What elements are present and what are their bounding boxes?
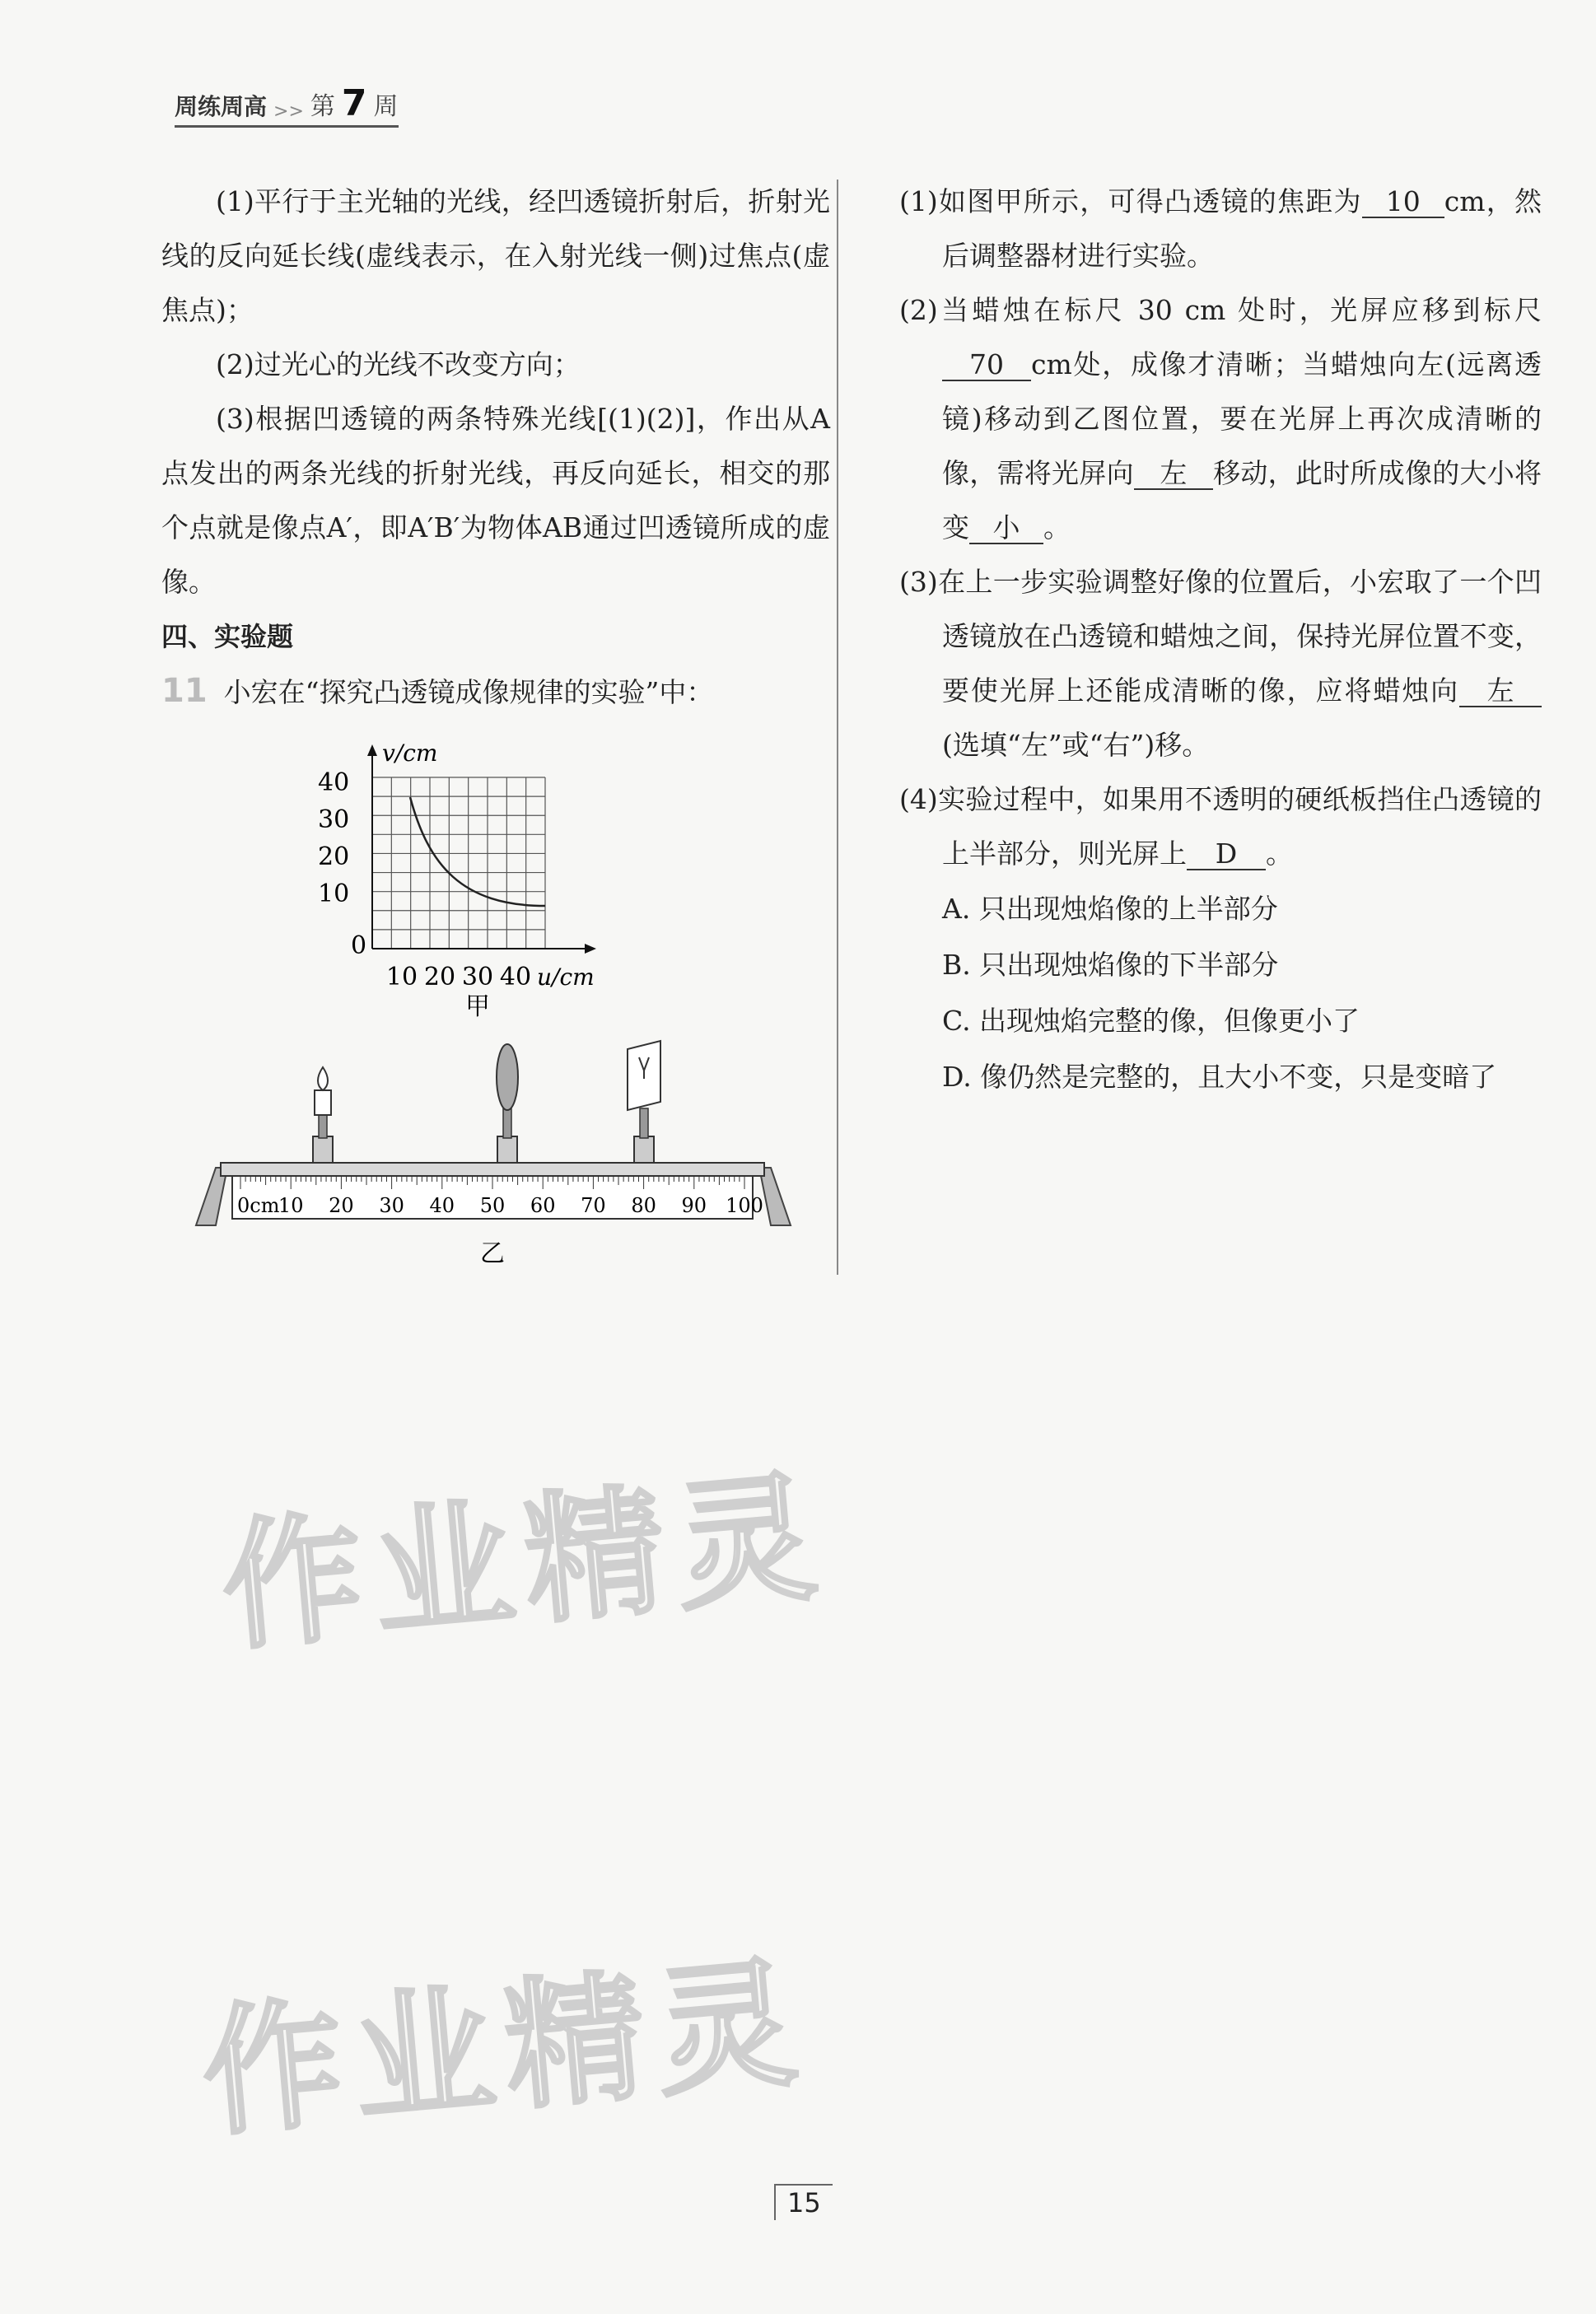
scale-label: 50 [479, 1194, 506, 1217]
answer-choice: D [1187, 839, 1266, 870]
y-axis-arrow [367, 744, 377, 756]
figure-caption-jia: 甲 [465, 992, 490, 1021]
question-number: 11 [161, 672, 208, 710]
right-column [899, 175, 1542, 1105]
scale-label: 60 [530, 1194, 556, 1217]
scale-label: 70 [581, 1194, 606, 1217]
option-c: C. 出现烛焰完整的像，但像更小了 [942, 1005, 1360, 1037]
sub-q2-text-c: 移动，此时所成像的大小将变 [942, 457, 1542, 544]
week-number: 7 [341, 82, 367, 124]
option-d: D. 像仍然是完整的，且大小不变，只是变暗了 [942, 1061, 1497, 1093]
header-arrows: >> [273, 101, 304, 122]
figure-caption-yi: 乙 [480, 1239, 505, 1268]
sub-q1-text-a: (1)如图甲所示，可得凸透镜的焦距为 [899, 185, 1362, 217]
sub-question-4 [899, 772, 1542, 881]
answer-note-2: (2)过光心的光线不改变方向； [216, 348, 581, 380]
series-title: 周练周高 [175, 93, 268, 120]
figure-yi-optical-bench [191, 1029, 817, 1268]
question-text: 小宏在“探究凸透镜成像规律的实验”中： [223, 676, 714, 708]
scale-label: 30 [379, 1194, 404, 1217]
x-axis-arrow [585, 944, 596, 954]
answer-focal-length: 10 [1362, 187, 1444, 218]
answer-candle-direction: 左 [1459, 676, 1542, 707]
question-11-stem [161, 664, 830, 720]
x-tick-40: 40 [499, 963, 532, 991]
scale-label: 80 [631, 1194, 656, 1217]
figure-jia-graph [313, 741, 642, 1021]
y-tick-30: 30 [318, 805, 350, 834]
scale-label: 100 [726, 1194, 763, 1217]
left-column [161, 175, 830, 720]
y-tick-10: 10 [318, 879, 350, 908]
light-screen [628, 1041, 660, 1163]
column-divider [837, 180, 838, 1275]
scale-label: 20 [329, 1194, 354, 1217]
x-tick-30: 30 [461, 963, 494, 991]
y-tick-40: 40 [318, 768, 350, 797]
scale-label: 40 [429, 1194, 455, 1217]
option-a: A. 只出现烛焰像的上半部分 [942, 893, 1278, 925]
option-b: B. 只出现烛焰像的下半部分 [942, 949, 1279, 981]
sub-q3-text-a: (3)在上一步实验调整好像的位置后，小宏取了一个凹透镜放在凸透镜和蜡烛之间，保持光屏位置不变，要使光屏上还能成清晰的像，应将蜡烛向 [899, 566, 1542, 707]
x-tick-10: 10 [385, 963, 418, 991]
week-prefix: 第 [310, 92, 335, 121]
answer-note-1: (1)平行于主光轴的光线，经凹透镜折射后，折射光线的反向延长线(虚线表示，在入射光线一侧)过焦点(虚焦点)； [161, 185, 830, 326]
scale-label: 10 [278, 1194, 304, 1217]
page-header [175, 79, 399, 128]
answer-note-3: (3)根据凹透镜的两条特殊光线[(1)(2)]，作出从A点发出的两条光线的折射光线，再反向延长，相交的那个点就是像点A′，即A′B′为物体AB通过凹透镜所成的虚像。 [161, 403, 830, 598]
sub-q2-text-b: cm处，成像才清晰；当蜡烛向左(远离透镜)移动到乙图位置，要在光屏上再次成清晰的像，需将光屏向 [942, 348, 1542, 489]
sub-question-1 [899, 175, 1542, 283]
sub-question-3 [899, 555, 1542, 772]
answer-image-size: 小 [969, 513, 1043, 544]
y-tick-20: 20 [318, 842, 350, 871]
sub-q4-text-b: 。 [1266, 837, 1293, 870]
sub-q2-text-d: 。 [1043, 511, 1071, 544]
sub-q4-text-a: (4)实验过程中，如果用不透明的硬纸板挡住凸透镜的上半部分，则光屏上 [899, 783, 1542, 870]
answer-screen-direction: 左 [1134, 459, 1213, 490]
bench-rail [221, 1163, 764, 1176]
watermark: 作业精灵 [196, 1941, 814, 2157]
y-tick-0: 0 [351, 931, 367, 960]
scale-label: 90 [681, 1194, 707, 1217]
y-axis-label: v/cm [382, 741, 438, 767]
scale-label: 0cm [237, 1194, 280, 1217]
page-number: 15 [774, 2184, 833, 2220]
sub-q3-text-b: (选填“左”或“右”)移。 [942, 729, 1210, 761]
sub-q1-text-b: cm，然后调整器材进行实验。 [942, 185, 1542, 272]
watermark: 作业精灵 [216, 1455, 834, 1671]
answer-screen-position: 70 [942, 350, 1031, 381]
section-heading: 四、实验题 [161, 621, 294, 652]
candle [313, 1067, 333, 1163]
week-suffix: 周 [373, 92, 399, 121]
x-tick-20: 20 [423, 963, 456, 991]
sub-q2-text-a: (2)当蜡烛在标尺 30 cm 处时，光屏应移到标尺 [899, 294, 1542, 326]
sub-question-2 [899, 283, 1542, 555]
convex-lens [497, 1044, 518, 1163]
x-axis-label: u/cm [537, 963, 595, 991]
